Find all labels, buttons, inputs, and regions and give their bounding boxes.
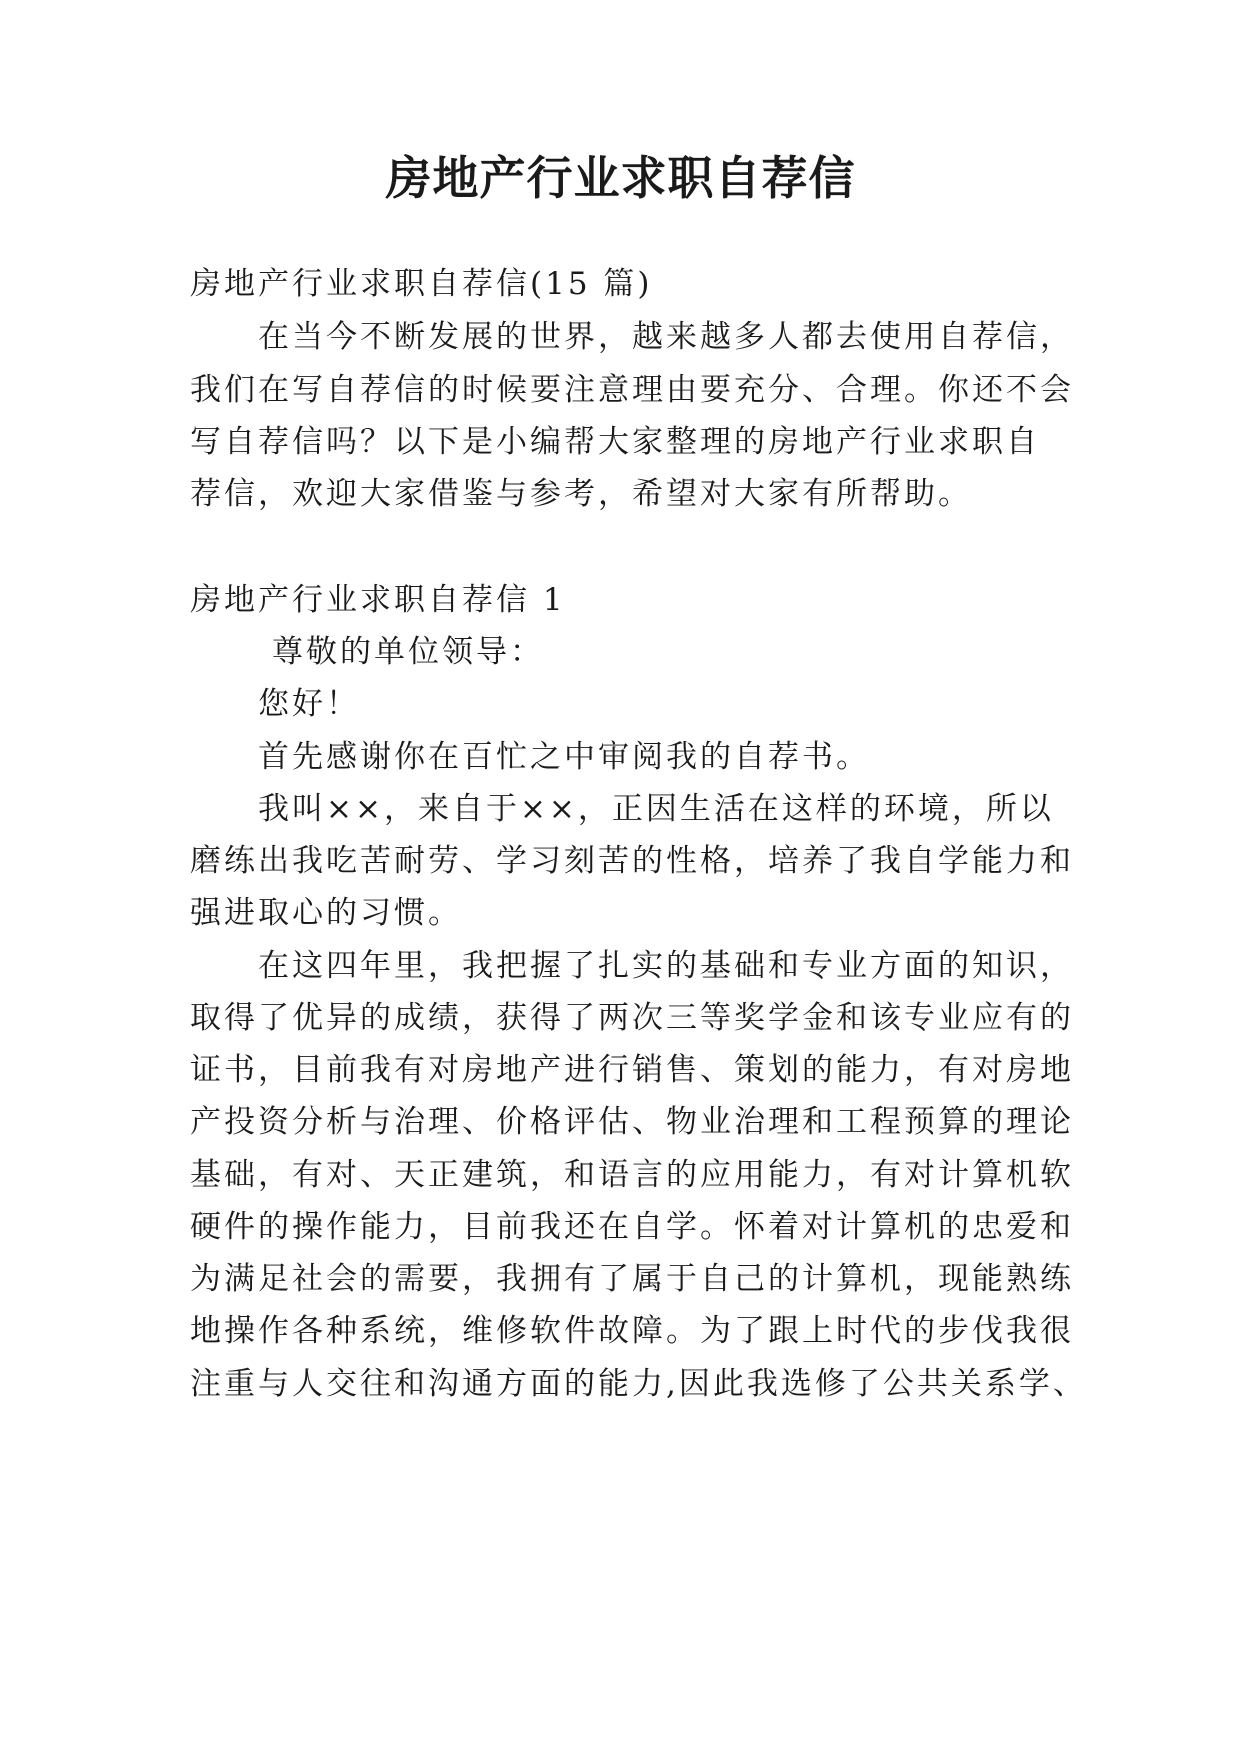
paragraph-line: 在这四年里，我把握了扎实的基础和专业方面的知识， <box>258 948 1074 984</box>
paragraph-line: 为满足社会的需要，我拥有了属于自己的计算机，现能熟练 <box>190 1261 1074 1297</box>
document-title: 房地产行业求职自荐信 <box>385 151 856 205</box>
paragraph-line: 基础，有对、天正建筑，和语言的应用能力，有对计算机软 <box>190 1157 1074 1193</box>
intro-line: 我们在写自荐信的时候要注意理由要充分、合理。你还不会 <box>190 372 1074 408</box>
intro-line: 写自荐信吗？以下是小编帮大家整理的房地产行业求职自 <box>190 424 1040 460</box>
intro-line: 荐信，欢迎大家借鉴与参考，希望对大家有所帮助。 <box>190 476 972 512</box>
greeting: 您好！ <box>258 686 360 722</box>
paragraph-line: 产投资分析与治理、价格评估、物业治理和工程预算的理论 <box>190 1104 1074 1140</box>
paragraph-line: 注重与人交往和沟通方面的能力,因此我选修了公共关系学、 <box>190 1366 1087 1402</box>
paragraph-line: 强进取心的习惯。 <box>190 895 462 931</box>
section-heading: 房地产行业求职自荐信 1 <box>190 582 566 618</box>
salutation: 尊敬的单位领导： <box>272 634 544 670</box>
thanks-line: 首先感谢你在百忙之中审阅我的自荐书。 <box>258 739 870 775</box>
paragraph-line: 证书，目前我有对房地产进行销售、策划的能力，有对房地 <box>190 1052 1074 1088</box>
paragraph-line: 取得了优异的成绩，获得了两次三等奖学金和该专业应有的 <box>190 1000 1074 1036</box>
paragraph-line: 我叫××，来自于××，正因生活在这样的环境，所以 <box>258 791 1054 827</box>
paragraph-line: 地操作各种系统，维修软件故障。为了跟上时代的步伐我很 <box>190 1313 1074 1349</box>
paragraph-line: 磨练出我吃苦耐劳、学习刻苦的性格，培养了我自学能力和 <box>190 843 1074 879</box>
paragraph-line: 硬件的操作能力，目前我还在自学。怀着对计算机的忠爱和 <box>190 1209 1074 1245</box>
document-subtitle: 房地产行业求职自荐信(15 篇) <box>190 266 653 302</box>
intro-line: 在当今不断发展的世界，越来越多人都去使用自荐信， <box>258 319 1074 355</box>
